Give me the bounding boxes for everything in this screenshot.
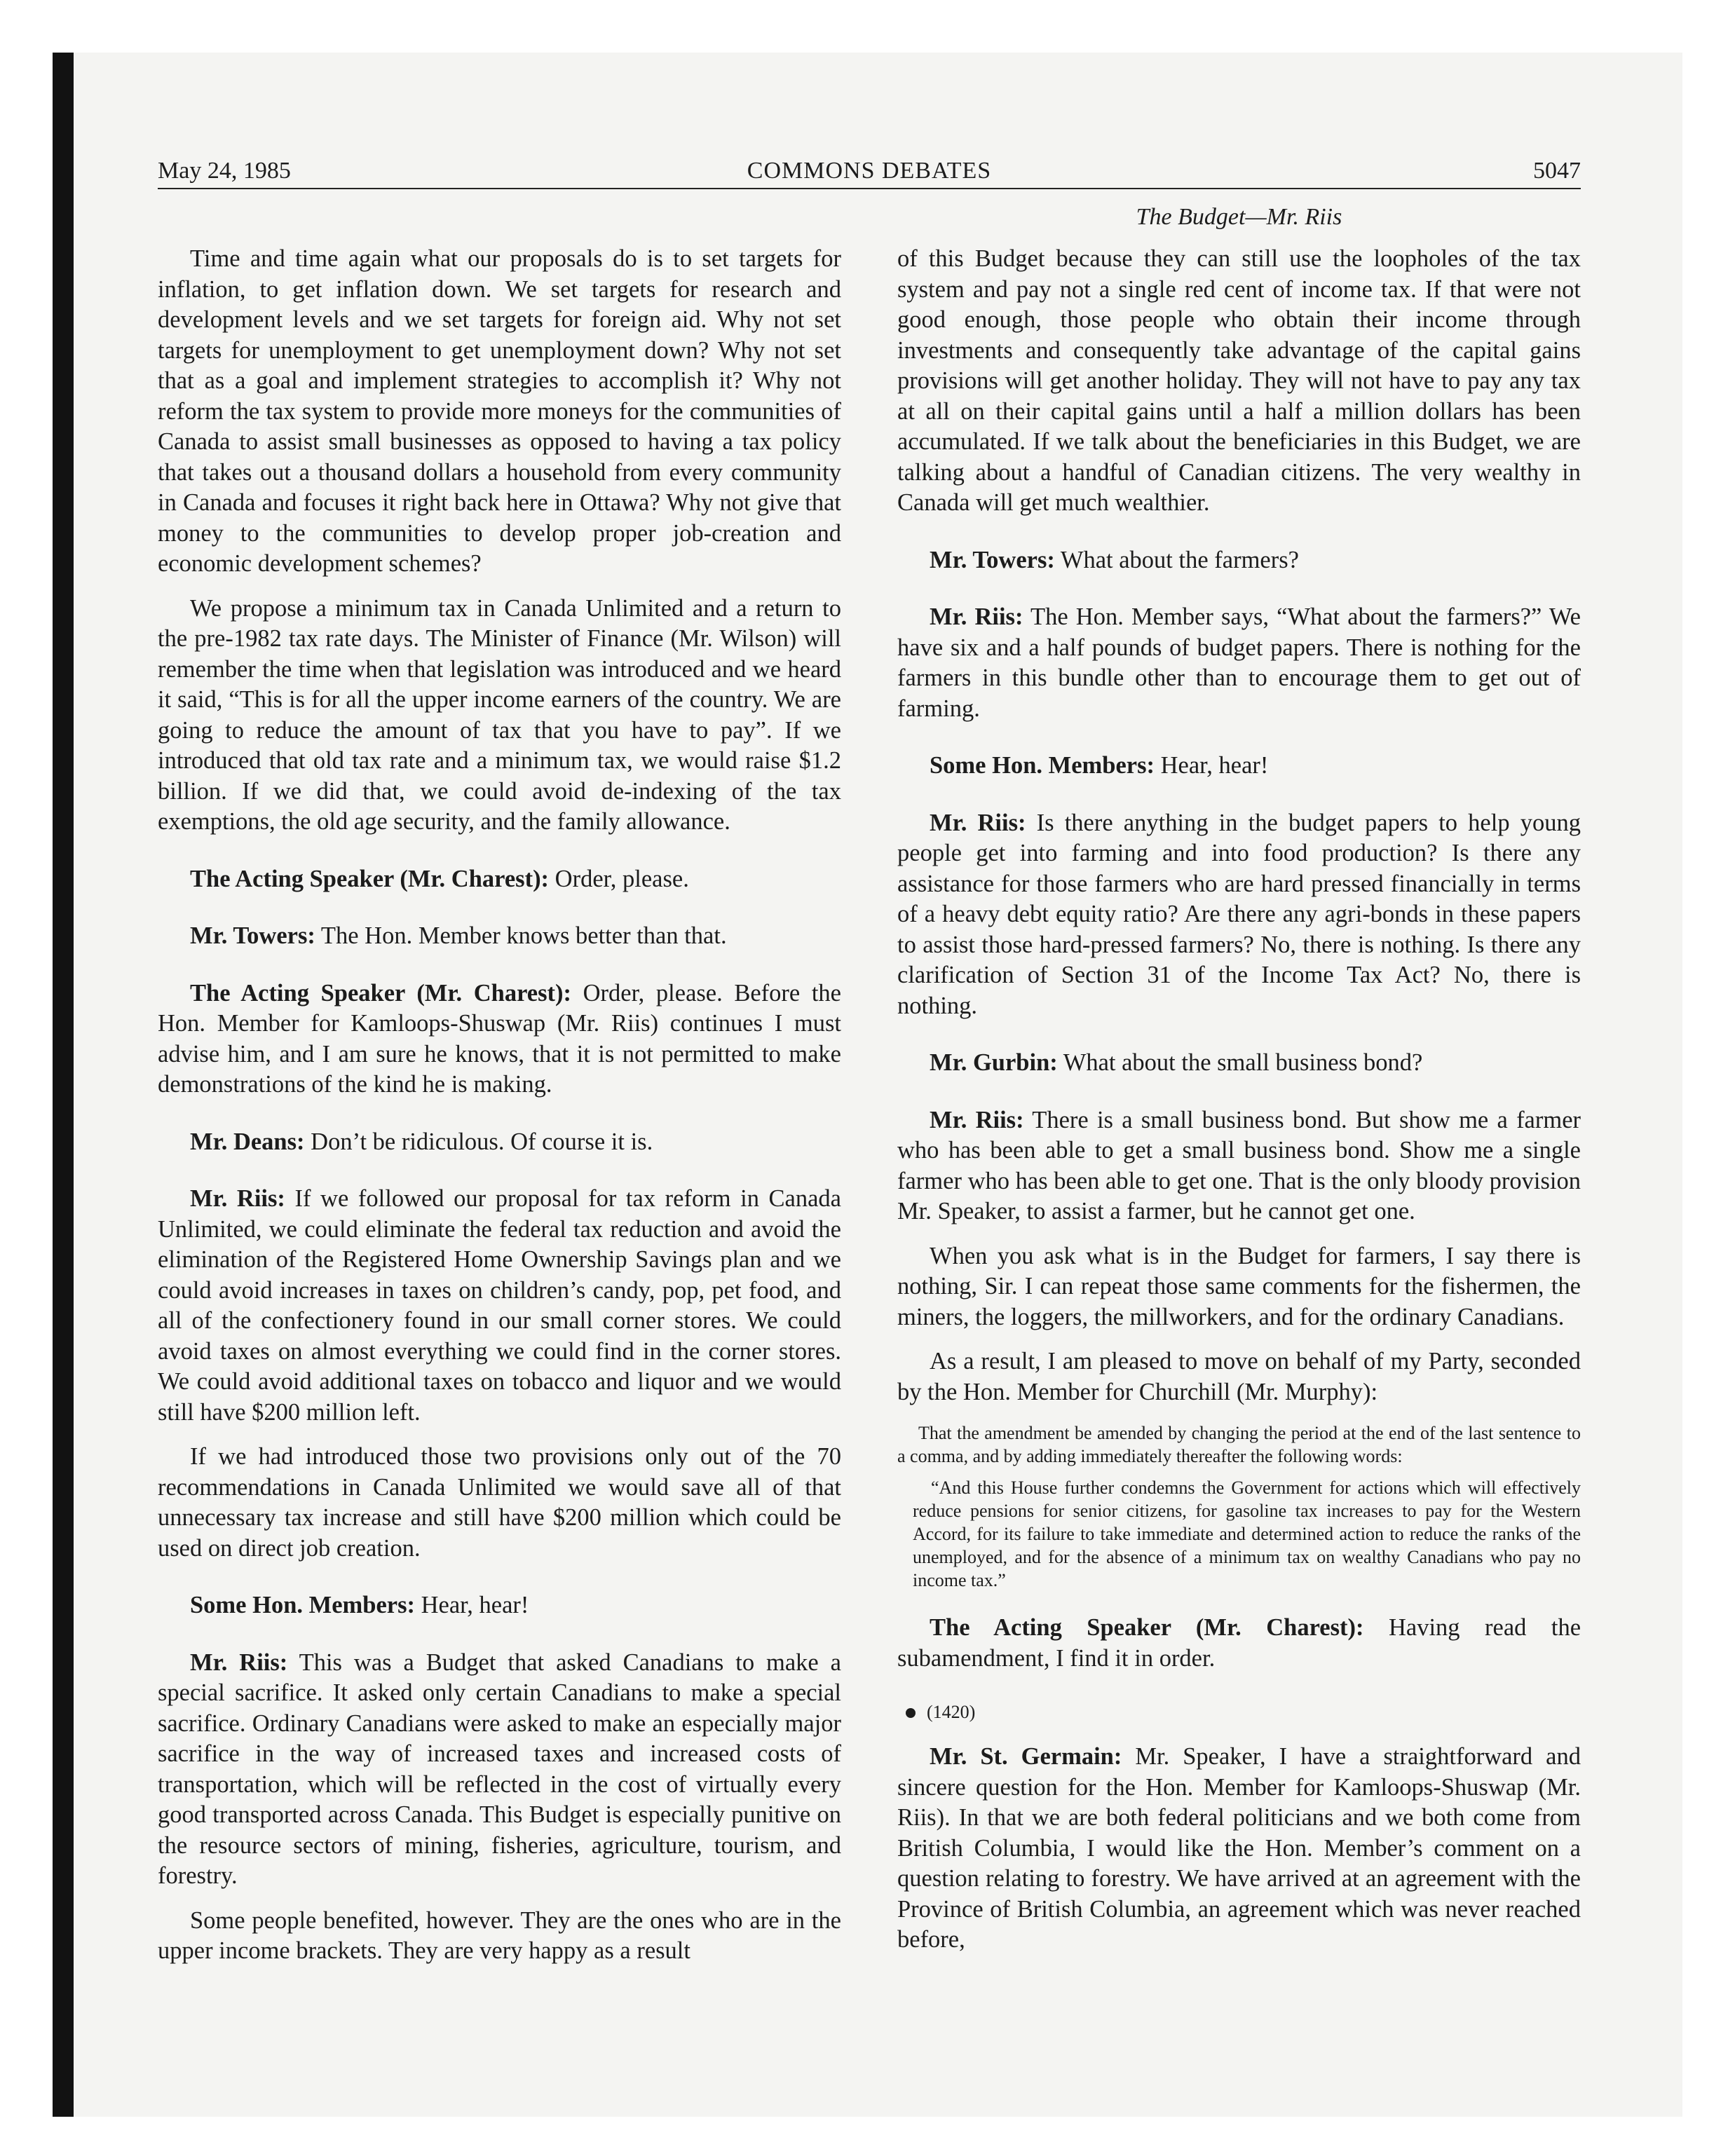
speech [158,1590,841,1621]
speech-text: Order, please. Before the Hon. Member for Kamloops-Shuswap (Mr. Riis) continues I must advise him, and I am sure he knows, that it is not permitted to make demonstrations of the kind he is making. [158,979,841,1098]
speech-text: What about the small business bond? [1057,1049,1423,1076]
right-column [897,244,1581,1970]
header-date: May 24, 1985 [158,158,291,184]
speech-text: This was a Budget that asked Canadians to make a special sacrifice. It asked only certain Canadians to make a special sacrifice. Ordinary Canadians were asked to make an especially major sacrifice in the way of increased taxes and increased costs of transportation, which will be reflected in the cost of virtually every good transported across Canada. This Budget is especially punitive on the resource sectors of mining, fisheries, agriculture, tourism, and forestry. [158,1649,841,1889]
paragraph: of this Budget because they can still use the loopholes of the tax system and pay not a single red cent of income tax. If that were not good enough, those people who obtain their income through investments and consequently take advantage of the capital gains provisions will get another holiday. They will not have to pay any tax at all on their capital gains until a half a million dollars has been accumulated. If we talk about the beneficiaries in this Budget, we are talking about a handful of Canadian citizens. The very wealthy in Canada will get much wealthier. [897,245,1581,516]
speech-text: What about the farmers? [1054,546,1299,573]
speaker-name: Mr. Gurbin: [930,1049,1058,1076]
speech-text: The Hon. Member knows better than that. [315,922,727,949]
timestamp: (1420) [927,1702,976,1722]
header-journal-title: COMMONS DEBATES [747,158,992,184]
motion-quote: “And this House further condemns the Government for actions which will effectively reduce pensions for senior citizens, for gasoline tax increases to pay for the Western Accord, for its failure to take immediate and determined action to reduce the ranks of the unemployed, and for the absence of a minimum tax on wealthy Canadians who pay no income tax.” [913,1478,1581,1590]
speech [158,1127,841,1158]
speech-text: Mr. Speaker, I have a straightforward and sincere question for the Hon. Member for Kamloops-Shuswap (Mr. Riis). In that we are both federal politicians and we both come from British Columbia, I would like the Hon. Member’s comment on a question relating to forestry. We have arrived at an agreement with the Province of British Columbia, an agreement which was never reached before, [897,1743,1581,1953]
speech [158,978,841,1100]
timestamp-marker [897,1700,1581,1724]
speaker-name: The Acting Speaker (Mr. Charest): [930,1614,1364,1641]
speech [897,1105,1581,1227]
speech-text: Is there anything in the budget papers to help young people get into farming and into food production? Is there any assistance for those farmers who are hard pressed financially in terms of a heavy debt equity ratio? Are there any agri-bonds in these papers to assist those hard-pressed farmers? No, there is nothing. Is there any clarification of Section 31 of the Income Tax Act? No, there is nothing. [897,809,1581,1019]
header-page-number: 5047 [1533,158,1581,184]
speech-text: Hear, hear! [414,1592,529,1618]
speech [158,921,841,952]
speech [158,1648,841,1892]
speaker-name: Mr. Riis: [930,809,1026,836]
speaker-name: Mr. Riis: [930,1106,1024,1133]
speaker-name: Mr. Deans: [190,1128,305,1155]
speech-text: Hear, hear! [1154,752,1269,779]
motion-intro: That the amendment be amended by changing the period at the end of the last sentence to a comma, and by adding immediately thereafter the following words: [897,1423,1581,1466]
speech [897,751,1581,782]
speech-text: The Hon. Member says, “What about the farmers?” We have six and a half pounds of budget papers. There is nothing for the farmers in this bundle other than to encourage them to get out of farming. [897,603,1581,722]
speech-text: Having read the subamendment, I find it in order. [897,1614,1581,1672]
paragraph: As a result, I am pleased to move on behalf of my Party, seconded by the Hon. Member for Churchill (Mr. Murphy): [897,1348,1581,1405]
bullet-icon [906,1708,916,1718]
speaker-name: Mr. Riis: [190,1185,285,1212]
speech [897,602,1581,724]
speaker-name: The Acting Speaker (Mr. Charest): [190,979,571,1007]
speech-text: If we followed our proposal for tax reform in Canada Unlimited, we could eliminate the federal tax reduction and avoid the elimination of the Registered Home Ownership Savings plan and we could avoid increases in taxes on children’s candy, pop, pet food, and all of the confectionery found in our small corner stores. We could avoid taxes on almost everything we could find in the corner stores. We could avoid additional taxes on tobacco and liquor and we would still have $200 million left. [158,1185,842,1426]
speech [897,1613,1581,1674]
running-head: The Budget—Mr. Riis [1136,204,1342,230]
speech [897,1742,1581,1956]
speaker-name: Mr. St. Germain: [930,1743,1122,1770]
speech [158,1184,841,1428]
speaker-name: Mr. Riis: [190,1649,288,1676]
speech [158,864,841,895]
speech [897,545,1581,576]
speech-text: Order, please. [549,865,689,892]
speech-text: Don’t be ridiculous. Of course it is. [304,1128,653,1155]
paragraph: We propose a minimum tax in Canada Unlimited and a return to the pre-1982 tax rate days. The Minister of Finance (Mr. Wilson) will remember the time when that legislation was introduced and we heard it said, “This is for all the upper income earners of the country. We are going to reduce the amount of tax that you have to pay”. If we introduced that old tax rate and a minimum tax, we would raise $1.2 billion. If we did that, we could avoid de-indexing of the tax exemptions, the old age security, and the family allowance. [158,594,841,835]
speaker-name: Mr. Towers: [190,922,315,949]
paragraph: When you ask what is in the Budget for farmers, I say there is nothing, Sir. I can repeat those same comments for the fishermen, the miners, the loggers, the millworkers, and for the ordinary Canadians. [897,1242,1581,1330]
speech-text: There is a small business bond. But show me a farmer who has been able to get a small business bond. Show me a single farmer who has been able to get one. That is the only bloody provision Mr. Speaker, to assist a farmer, but he cannot get one. [897,1106,1581,1224]
speaker-name: The Acting Speaker (Mr. Charest): [190,865,550,892]
speaker-name: Some Hon. Members: [190,1592,415,1618]
scan-edge-shadow [53,53,74,2117]
speaker-name: Some Hon. Members: [930,752,1155,779]
speaker-name: Mr. Towers: [930,546,1055,573]
speaker-name: Mr. Riis: [930,603,1023,630]
header-rule [158,188,1581,189]
speech [897,1048,1581,1079]
paragraph: If we had introduced those two provisions only out of the 70 recommendations in Canada Unlimited we would save all of that unnecessary tax increase and still have $200 million which could be used on direct job creation. [158,1443,841,1562]
paragraph: Some people benefited, however. They are the ones who are in the upper income brackets. They are very happy as a result [158,1906,841,1964]
left-column [158,244,841,1981]
page-header [158,156,1581,186]
paragraph: Time and time again what our proposals do is to set targets for inflation, to get inflation down. We set targets for research and development levels and we set targets for foreign aid. Why not set targets for unemployment to get unemployment down? Why not set that as a goal and implement strategies to accomplish it? Why not reform the tax system to provide more moneys for the communities of Canada to assist small businesses as opposed to having a tax policy that takes out a thousand dollars a household from every community in Canada and focuses it right back here in Ottawa? Why not give that money to the communities to develop proper job-creation and economic development schemes? [158,245,841,577]
speech [897,808,1581,1022]
